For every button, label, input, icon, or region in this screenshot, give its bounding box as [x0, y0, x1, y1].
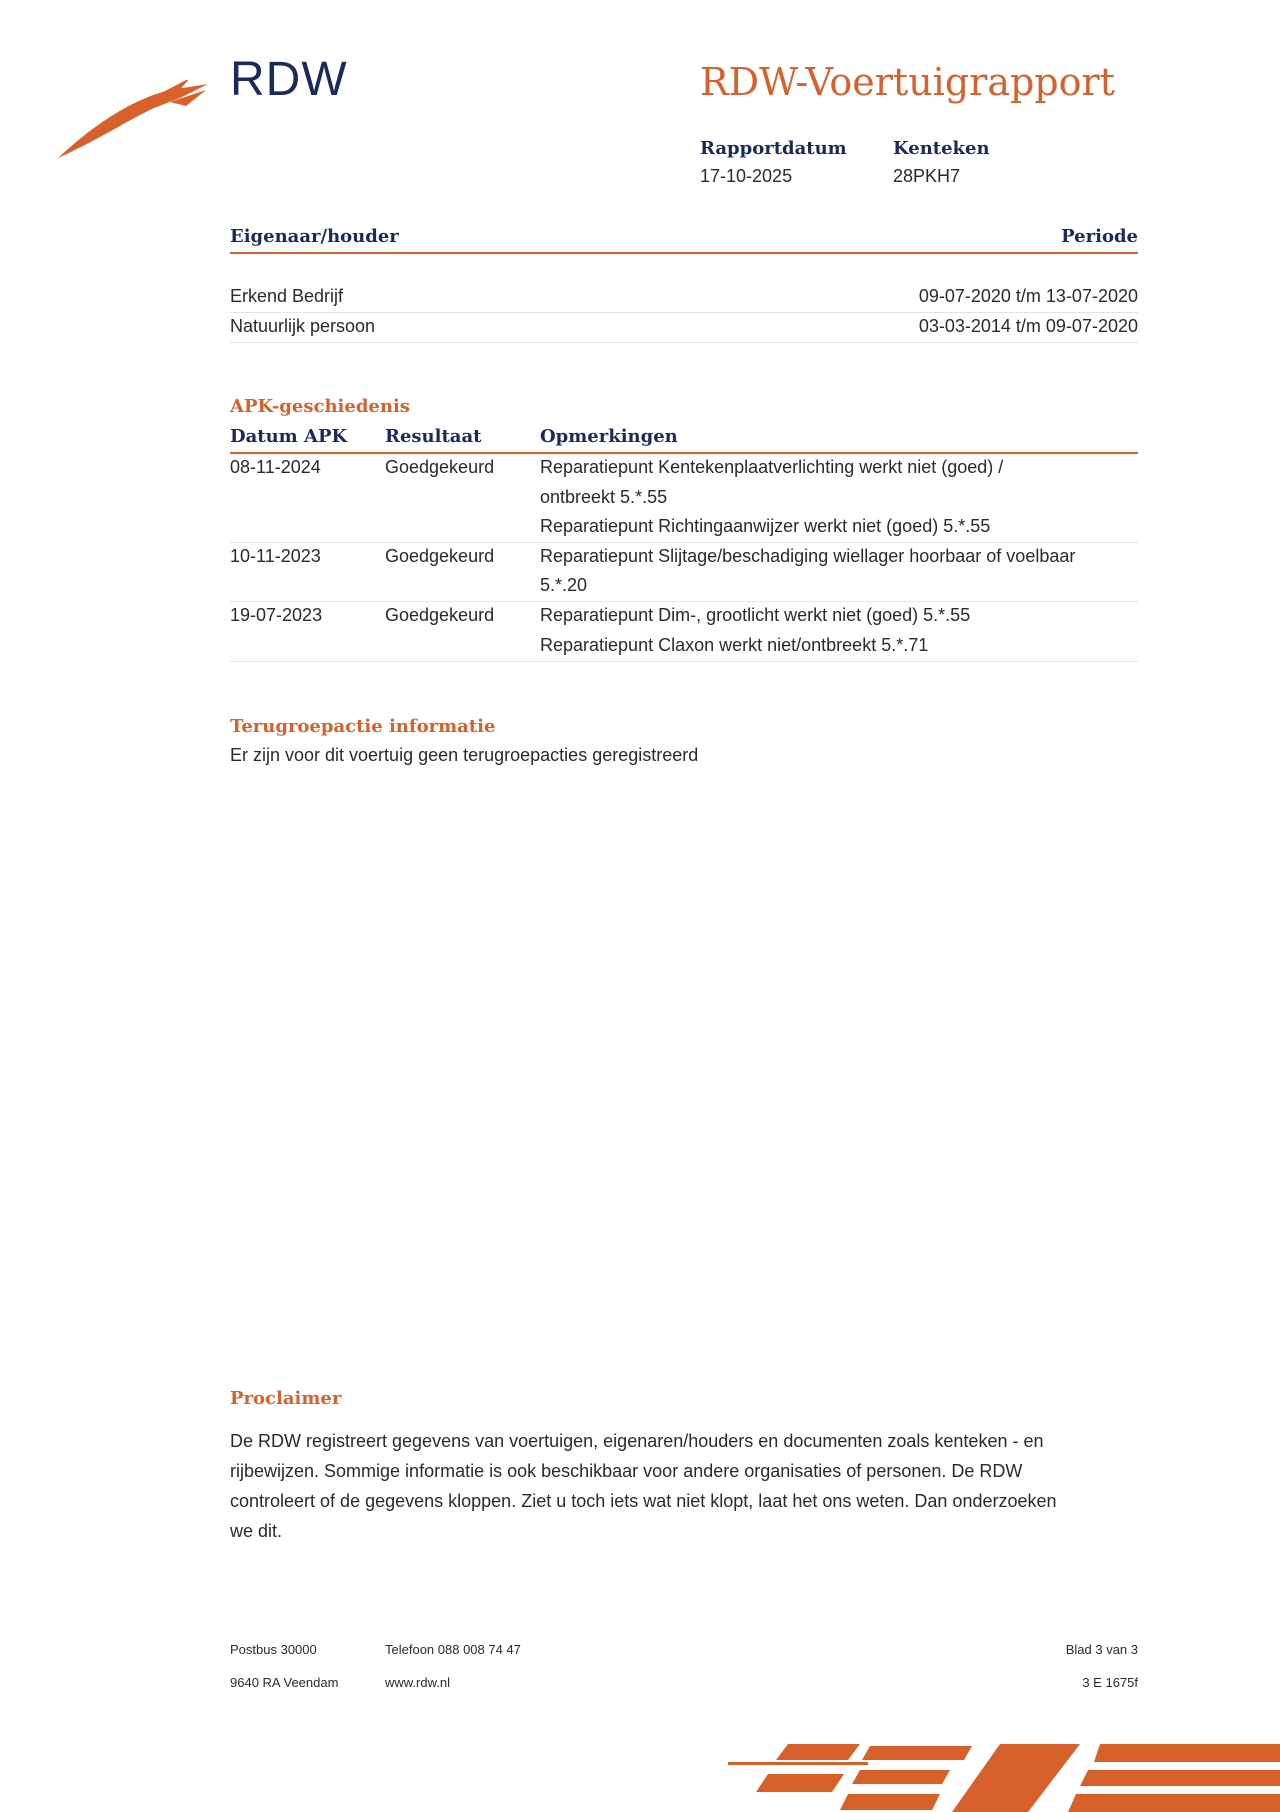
- plate-label: Kenteken: [893, 138, 990, 159]
- owner-column-header: Eigenaar/houder: [230, 226, 399, 247]
- footer-phone: Telefoon 088 008 74 47: [385, 1642, 521, 1657]
- apk-row-3-date: 19-07-2023: [230, 605, 323, 625]
- apk-row-1-remark: ontbreekt 5.*.55: [540, 487, 668, 507]
- apk-row-3-remark: Reparatiepunt Dim-, grootlicht werkt niet (goed) 5.*.55: [540, 605, 971, 625]
- apk-row-2-date: 10-11-2023: [230, 546, 321, 566]
- apk-row-divider: [230, 661, 1138, 662]
- apk-row-1-result: Goedgekeurd: [385, 457, 495, 477]
- footer-page-number: Blad 3 van 3: [1065, 1642, 1138, 1657]
- report-date-label: Rapportdatum: [700, 138, 847, 159]
- owner-row-2-period: 03-03-2014 t/m 09-07-2020: [918, 316, 1138, 336]
- proclaimer-line: De RDW registreert gegevens van voertuigen, eigenaren/houders en documenten zoals kenteken - en: [230, 1431, 1044, 1451]
- period-column-header: Periode: [1061, 226, 1138, 247]
- owners-header-rule: [230, 252, 1138, 254]
- apk-date-column-header: Datum APK: [230, 426, 348, 447]
- owner-row-2-owner: Natuurlijk persoon: [230, 316, 376, 336]
- apk-row-2-remark: Reparatiepunt Slijtage/beschadiging wiellager hoorbaar of voelbaar: [540, 546, 1076, 566]
- footer-postbus: Postbus 30000: [230, 1642, 317, 1657]
- recall-heading: Terugroepactie informatie: [230, 716, 496, 737]
- footer-city: 9640 RA Veendam: [230, 1675, 339, 1690]
- apk-row-3-result: Goedgekeurd: [385, 605, 495, 625]
- apk-row-1-date: 08-11-2024: [230, 457, 321, 477]
- report-date-value: 17-10-2025: [700, 166, 793, 186]
- footer-website: www.rdw.nl: [385, 1675, 451, 1690]
- footer-document-code: 3 E 1675f: [1082, 1675, 1138, 1690]
- apk-result-column-header: Resultaat: [385, 426, 482, 447]
- apk-row-1-remark: Reparatiepunt Kentekenplaatverlichting werkt niet (goed) /: [540, 457, 1004, 477]
- rdw-logo-icon: [58, 80, 208, 160]
- owner-row-1-period: 09-07-2020 t/m 13-07-2020: [918, 286, 1138, 306]
- apk-row-2-result: Goedgekeurd: [385, 546, 495, 566]
- owners-row-divider: [230, 342, 1138, 343]
- apk-row-3-remark: Reparatiepunt Claxon werkt niet/ontbreekt 5.*.71: [540, 635, 929, 655]
- apk-heading: APK-geschiedenis: [230, 396, 410, 417]
- apk-row-2-remark: 5.*.20: [540, 575, 588, 595]
- proclaimer-heading: Proclaimer: [230, 1388, 342, 1409]
- rdw-logo-text: RDW: [230, 53, 348, 106]
- page-title: RDW-Voertuigrapport: [700, 60, 1115, 104]
- apk-remarks-column-header: Opmerkingen: [540, 426, 678, 447]
- owner-row-1-owner: Erkend Bedrijf: [230, 286, 344, 306]
- proclaimer-line: rijbewijzen. Sommige informatie is ook beschikbaar voor andere organisaties of personen. De RDW: [230, 1461, 1023, 1481]
- proclaimer-line: we dit.: [230, 1521, 283, 1541]
- decorative-stripes-icon: [728, 1740, 1280, 1812]
- apk-row-1-remark: Reparatiepunt Richtingaanwijzer werkt niet (goed) 5.*.55: [540, 516, 991, 536]
- owners-row-divider: [230, 312, 1138, 313]
- proclaimer-line: controleert of de gegevens kloppen. Ziet u toch iets wat niet klopt, laat het ons weten. Dan onderzoeken: [230, 1491, 1057, 1511]
- recall-text: Er zijn voor dit voertuig geen terugroepacties geregistreerd: [230, 745, 699, 765]
- plate-value: 28PKH7: [893, 166, 961, 186]
